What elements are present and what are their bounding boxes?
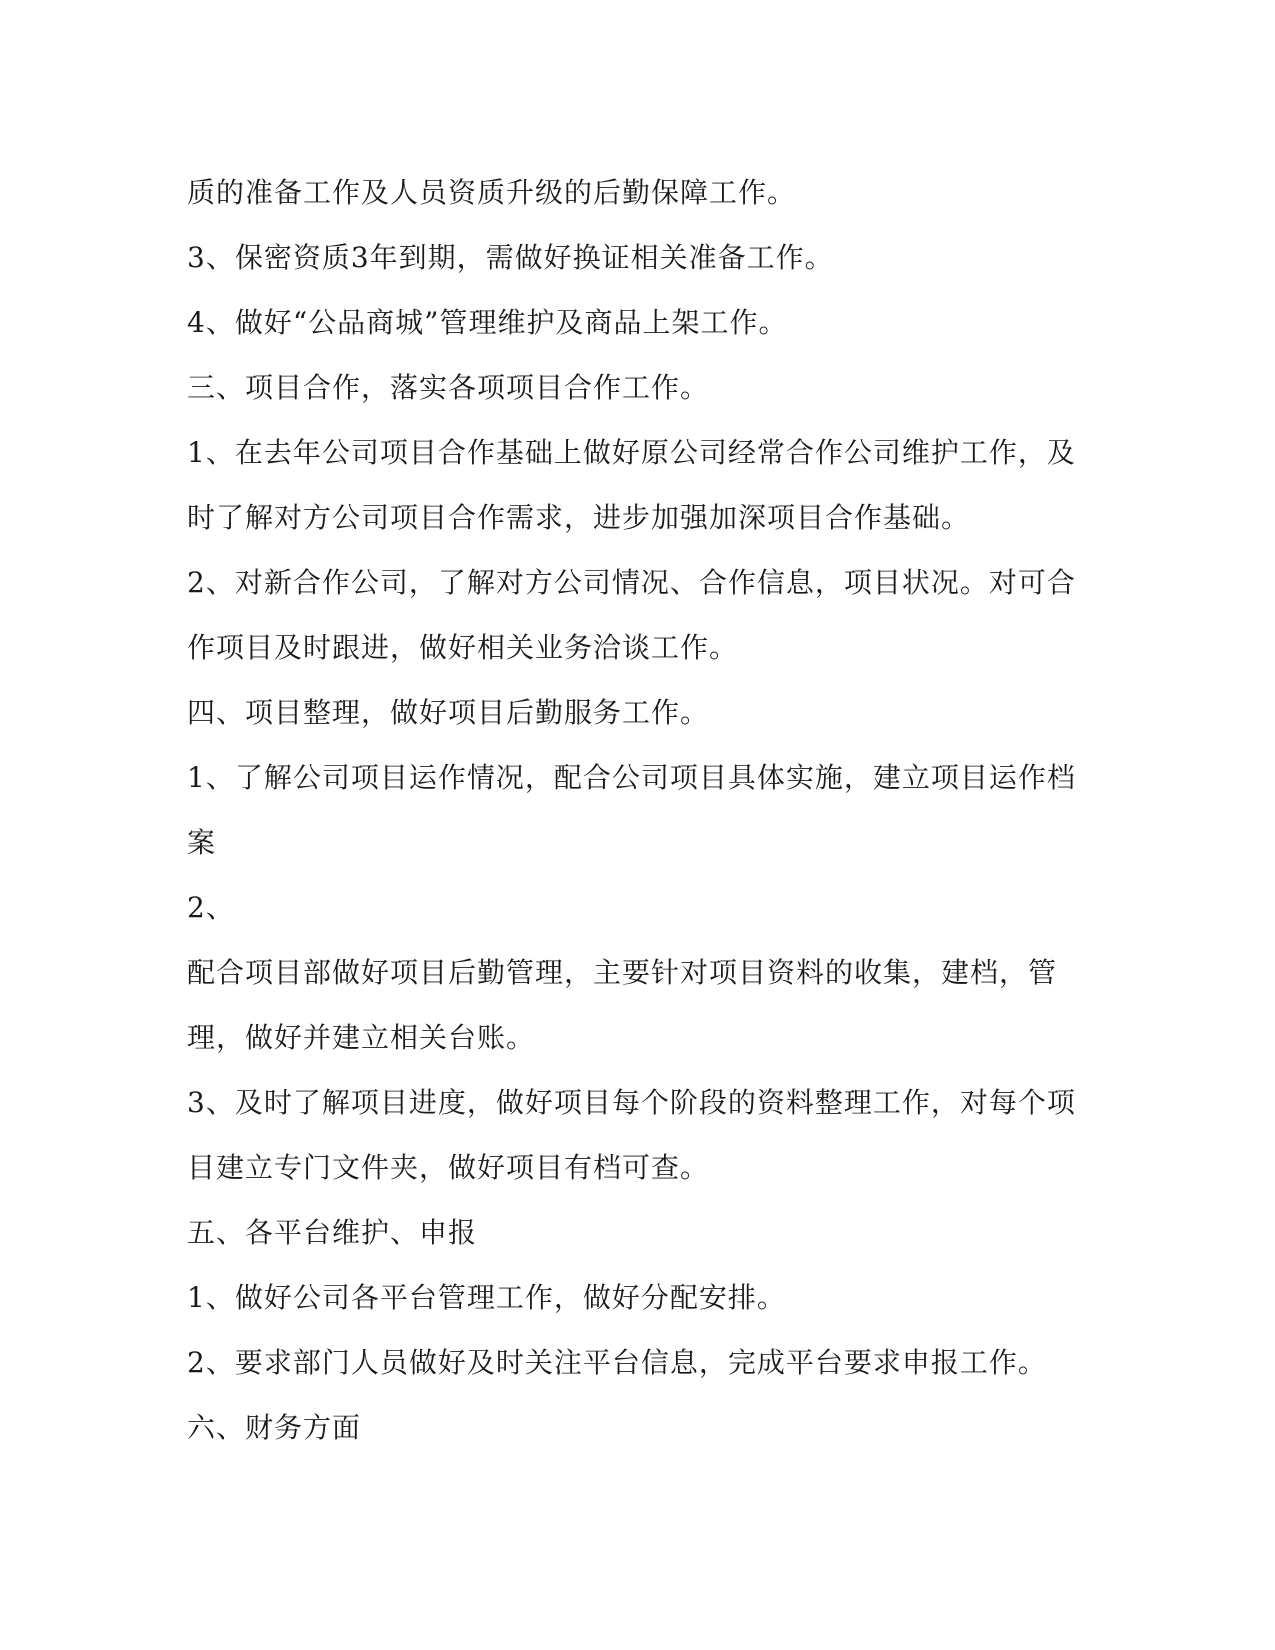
text-line: 1、了解公司项目运作情况，配合公司项目具体实施，建立项目运作档: [187, 761, 1076, 794]
text-line: 1、在去年公司项目合作基础上做好原公司经常合作公司维护工作，及: [187, 436, 1076, 469]
document-body: [187, 160, 1087, 1460]
text-line: 2、对新合作公司，了解对方公司情况、合作信息，项目状况。对可合: [187, 566, 1076, 599]
section-heading: 六、财务方面: [187, 1411, 362, 1444]
text-line: 2、要求部门人员做好及时关注平台信息，完成平台要求申报工作。: [187, 1346, 1047, 1379]
text-line: 2、: [187, 891, 235, 924]
text-line: 案: [187, 826, 217, 859]
section-heading: 三、项目合作，落实各项项目合作工作。: [187, 371, 710, 404]
text-line: 作项目及时跟进，做好相关业务洽谈工作。: [187, 631, 739, 664]
text-line: 3、及时了解项目进度，做好项目每个阶段的资料整理工作，对每个项: [187, 1086, 1076, 1119]
text-line: 配合项目部做好项目后勤管理，主要针对项目资料的收集，建档，管: [187, 956, 1058, 989]
section-heading: 四、项目整理，做好项目后勤服务工作。: [187, 696, 710, 729]
text-line: 目建立专门文件夹，做好项目有档可查。: [187, 1151, 710, 1184]
text-line: 3、保密资质3年到期，需做好换证相关准备工作。: [187, 241, 834, 274]
text-line: 时了解对方公司项目合作需求，进步加强加深项目合作基础。: [187, 501, 971, 534]
text-line: 4、做好“公品商城”管理维护及商品上架工作。: [187, 306, 788, 339]
text-line: 1、做好公司各平台管理工作，做好分配安排。: [187, 1281, 786, 1314]
section-heading: 五、各平台维护、申报: [187, 1216, 478, 1249]
text-line: 理，做好并建立相关台账。: [187, 1021, 536, 1054]
text-line: 质的准备工作及人员资质升级的后勤保障工作。: [187, 176, 797, 209]
